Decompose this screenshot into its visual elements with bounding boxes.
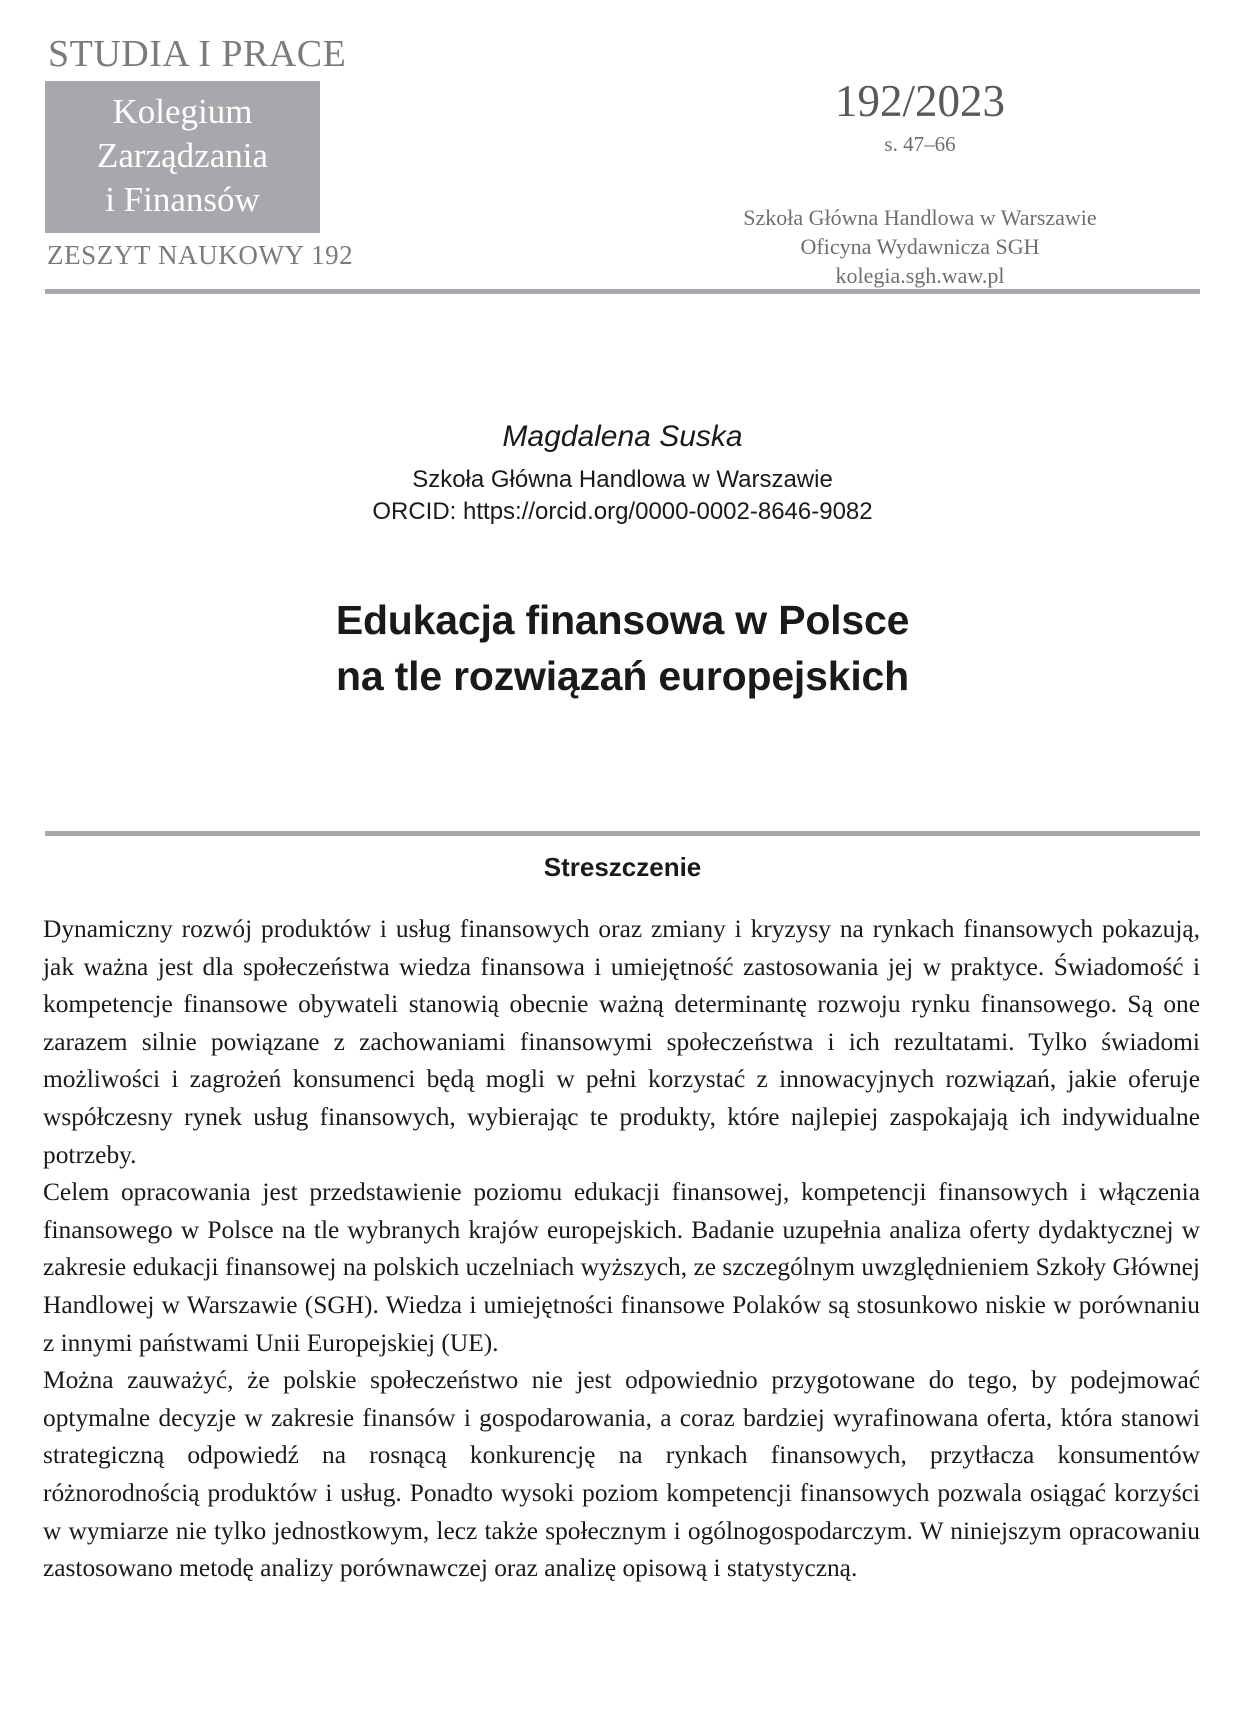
- title-line-1: Edukacja finansowa w Polsce: [335, 597, 910, 643]
- notebook-number: ZESZYT NAUKOWY 192: [47, 240, 354, 270]
- journal-name-line-3: i Finansów: [105, 180, 260, 219]
- masthead: [45, 33, 1200, 288]
- publisher-line-1: Szkoła Główna Handlowa w Warszawie: [743, 205, 1097, 230]
- journal-branding: [45, 34, 375, 271]
- abstract-paragraph-3: Można zauważyć, że polskie społeczeństwo nie jest odpowiednio przygotowane do tego, by podejmować optymalne decyzje w zakresie finansów i gospodarowania, a coraz bardziej wyrafinowana oferta, która stanowi strategiczną odpowiedź na rosnącą konkurencję na rynkach finansowych, przytłacza konsumentów różnorodnością produktów i usług. Ponadto wysoki poziom kompetencji finansowych pozwala osiągać korzyści w wymiarze nie tylko jednostkowym, lecz także społecznym i ogólnogospodarczym. W niniejszym opracowaniu zastosowano metodę analizy porównawczej oraz analizę opisową i statystyczną.: [43, 1366, 1200, 1583]
- abstract-body: [43, 911, 1200, 1588]
- page-title: [45, 592, 1200, 704]
- series-title: STUDIA I PRACE: [48, 33, 347, 75]
- page-range: s. 47–66: [884, 132, 956, 156]
- author-orcid: ORCID: https://orcid.org/0000-0002-8646-9082: [372, 498, 873, 525]
- issue-info: [640, 76, 1200, 290]
- author-affiliation: Szkoła Główna Handlowa w Warszawie: [412, 466, 833, 493]
- header-divider: [45, 289, 1200, 294]
- title-line-2: na tle rozwiązań europejskich: [336, 653, 909, 699]
- publisher-line-2: Oficyna Wydawnicza SGH: [800, 234, 1040, 259]
- author-name: Magdalena Suska: [502, 420, 743, 453]
- abstract-paragraph-1: Dynamiczny rozwój produktów i usług finansowych oraz zmiany i kryzysy na rynkach finansowych pokazują, jak ważna jest dla społeczeństwa wiedza finansowa i umiejętność zastosowania jej w praktyce. Świadomość i kompetencje finansowe obywateli stanowią obecnie ważną determinantę rozwoju rynku finansowego. Są one zarazem silnie powiązane z zachowaniami finansowymi społeczeństwa i ich rezultatami. Tylko świadomi możliwości i zagrożeń konsumenci będą mogli w pełni korzystać z innowacyjnych rozwiązań, jakie oferuje współczesny rynek usług finansowych, wybierając te produkty, które najlepiej zaspokajają ich indywidualne potrzeby.: [43, 915, 1200, 1169]
- journal-name-line-2: Zarządzania: [97, 136, 268, 175]
- abstract-paragraph-2: Celem opracowania jest przedstawienie poziomu edukacji finansowej, kompetencji finansowych i włączenia finansowego w Polsce na tle wybranych krajów europejskich. Badanie uzupełnia analiza oferty dydaktycznej w zakresie edukacji finansowej na polskich uczelniach wyższych, ze szczególnym uwzględnieniem Szkoły Głównej Handlowej w Warszawie (SGH). Wiedza i umiejętności finansowe Polaków są stosunkowo niskie w porównaniu z innymi państwami Unii Europejskiej (UE).: [43, 1178, 1200, 1357]
- journal-name-line-1: Kolegium: [112, 92, 253, 131]
- abstract-heading: Streszczenie: [543, 852, 702, 882]
- journal-name-box: [45, 81, 320, 233]
- publisher-block: [640, 203, 1200, 290]
- publisher-website: kolegia.sgh.waw.pl: [835, 263, 1005, 288]
- issue-number: 192/2023: [834, 76, 1005, 126]
- author-block: [45, 418, 1200, 528]
- abstract-divider: [45, 831, 1200, 836]
